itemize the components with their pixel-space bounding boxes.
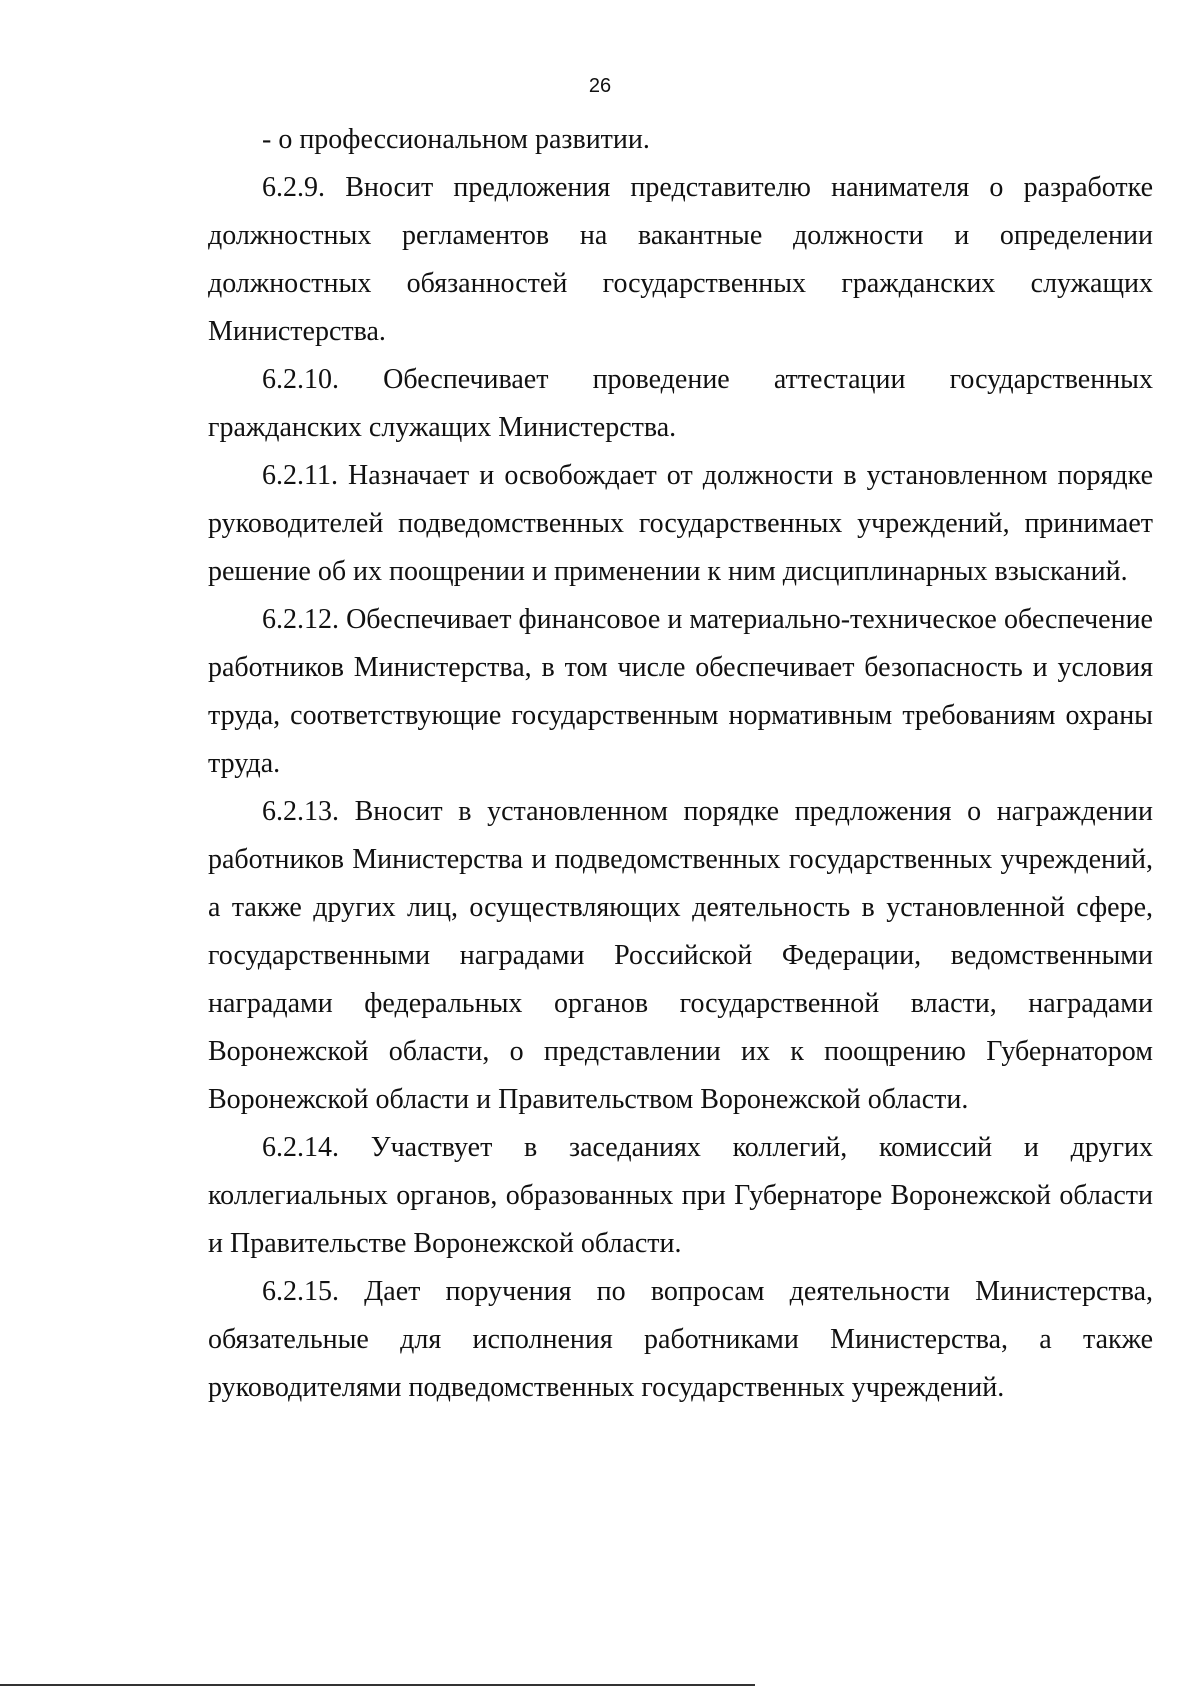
paragraph-6-2-13: 6.2.13. Вносит в установленном порядке предложения о награждении работников Министерства и подведомственных государственных учреждений, а также других лиц, осуществляющих деятельность в установленной сфере, государственными наградами Российской Федерации, ведомственными наградами федеральных органов государственной власти, наградами Воронежской области, о представлении их к поощрению Губернатором Воронежской области и Правительством Воронежской области. [208,796,1153,1115]
page-number: 26 [588,75,612,97]
paragraph-6-2-12: 6.2.12. Обеспечивает финансовое и материально-техническое обеспечение работников Министерства, в том числе обеспечивает безопасность и условия труда, соответствующие государственным нормативным требованиям охраны труда. [208,604,1153,779]
paragraph-6-2-9: 6.2.9. Вносит предложения представителю нанимателя о разработке должностных регламентов на вакантные должности и определении должностных обязанностей государственных гражданских служащих Министерства. [208,172,1153,347]
paragraph-6-2-10: 6.2.10. Обеспечивает проведение аттестации государственных гражданских служащих Министерства. [208,364,1153,443]
bottom-divider [0,1684,755,1686]
paragraph-professional-development: - о профессиональном развитии. [262,124,650,155]
paragraph-6-2-14: 6.2.14. Участвует в заседаниях коллегий, комиссий и других коллегиальных органов, образованных при Губернаторе Воронежской области и Правительстве Воронежской области. [208,1132,1153,1259]
document-body [208,116,1153,1412]
paragraph-6-2-15: 6.2.15. Дает поручения по вопросам деятельности Министерства, обязательные для исполнения работниками Министерства, а также руководителями подведомственных государственных учреждений. [208,1276,1153,1403]
paragraph-6-2-11: 6.2.11. Назначает и освобождает от должности в установленном порядке руководителей подведомственных государственных учреждений, принимает решение об их поощрении и применении к ним дисциплинарных взысканий. [208,460,1153,587]
